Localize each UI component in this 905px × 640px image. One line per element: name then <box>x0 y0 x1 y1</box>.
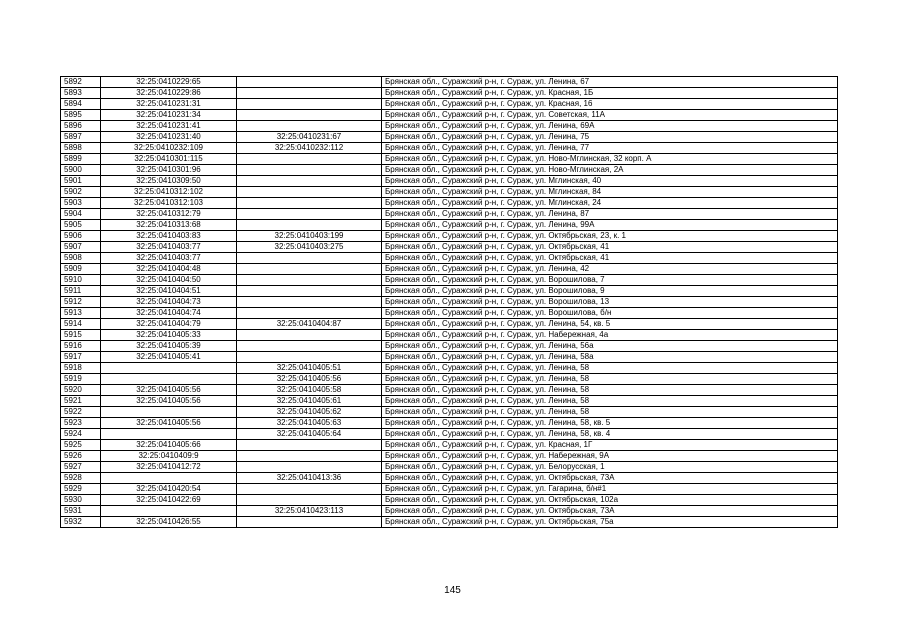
row-number-cell: 5921 <box>61 396 101 407</box>
cadastral-number-cell <box>101 363 237 374</box>
address-cell: Брянская обл., Суражский р-н, г. Сураж, ул. Советская, 11А <box>382 110 838 121</box>
table-row <box>61 110 838 121</box>
row-number-cell: 5915 <box>61 330 101 341</box>
table-row <box>61 286 838 297</box>
cadastral-number-2-cell <box>237 77 382 88</box>
table-row <box>61 484 838 495</box>
cadastral-number-2-cell <box>237 88 382 99</box>
cadastral-number-cell: 32:25:0410312:103 <box>101 198 237 209</box>
table-row <box>61 440 838 451</box>
cadastral-number-cell: 32:25:0410405:56 <box>101 418 237 429</box>
cadastral-number-cell: 32:25:0410405:56 <box>101 385 237 396</box>
row-number-cell: 5904 <box>61 209 101 220</box>
address-cell: Брянская обл., Суражский р-н, г. Сураж, ул. Ново-Мглинская, 2А <box>382 165 838 176</box>
cadastral-number-2-cell <box>237 495 382 506</box>
address-cell: Брянская обл., Суражский р-н, г. Сураж, ул. Ленина, 58 <box>382 363 838 374</box>
cadastral-number-cell: 32:25:0410229:86 <box>101 88 237 99</box>
cadastral-number-2-cell <box>237 220 382 231</box>
address-cell: Брянская обл., Суражский р-н, г. Сураж, ул. Красная, 16 <box>382 99 838 110</box>
cadastral-number-2-cell <box>237 308 382 319</box>
address-cell: Брянская обл., Суражский р-н, г. Сураж, ул. Красная, 1Б <box>382 88 838 99</box>
row-number-cell: 5930 <box>61 495 101 506</box>
address-cell: Брянская обл., Суражский р-н, г. Сураж, ул. Ленина, 58, кв. 5 <box>382 418 838 429</box>
table-row <box>61 451 838 462</box>
cadastral-number-cell: 32:25:0410301:115 <box>101 154 237 165</box>
cadastral-number-2-cell <box>237 253 382 264</box>
row-number-cell: 5902 <box>61 187 101 198</box>
row-number-cell: 5928 <box>61 473 101 484</box>
row-number-cell: 5924 <box>61 429 101 440</box>
address-cell: Брянская обл., Суражский р-н, г. Сураж, ул. Ленина, 77 <box>382 143 838 154</box>
address-cell: Брянская обл., Суражский р-н, г. Сураж, ул. Мглинская, 24 <box>382 198 838 209</box>
cadastral-number-cell: 32:25:0410313:68 <box>101 220 237 231</box>
address-cell: Брянская обл., Суражский р-н, г. Сураж, ул. Ленина, 87 <box>382 209 838 220</box>
address-cell: Брянская обл., Суражский р-н, г. Сураж, ул. Ленина, 58 <box>382 374 838 385</box>
row-number-cell: 5894 <box>61 99 101 110</box>
cadastral-number-2-cell: 32:25:0410232:112 <box>237 143 382 154</box>
cadastral-number-cell: 32:25:0410405:66 <box>101 440 237 451</box>
cadastral-number-2-cell: 32:25:0410405:58 <box>237 385 382 396</box>
cadastral-number-cell: 32:25:0410229:65 <box>101 77 237 88</box>
cadastral-number-2-cell <box>237 110 382 121</box>
address-cell: Брянская обл., Суражский р-н, г. Сураж, ул. Октябрьская, 23, к. 1 <box>382 231 838 242</box>
address-cell: Брянская обл., Суражский р-н, г. Сураж, ул. Ворошилова, 9 <box>382 286 838 297</box>
cadastral-number-2-cell <box>237 165 382 176</box>
row-number-cell: 5896 <box>61 121 101 132</box>
address-cell: Брянская обл., Суражский р-н, г. Сураж, ул. Ворошилова, б/н <box>382 308 838 319</box>
row-number-cell: 5892 <box>61 77 101 88</box>
cadastral-number-cell: 32:25:0410404:79 <box>101 319 237 330</box>
cadastral-number-2-cell: 32:25:0410231:67 <box>237 132 382 143</box>
row-number-cell: 5893 <box>61 88 101 99</box>
row-number-cell: 5910 <box>61 275 101 286</box>
cadastral-number-cell: 32:25:0410405:56 <box>101 396 237 407</box>
row-number-cell: 5898 <box>61 143 101 154</box>
cadastral-number-2-cell <box>237 187 382 198</box>
address-cell: Брянская обл., Суражский р-н, г. Сураж, ул. Ворошилова, 13 <box>382 297 838 308</box>
cadastral-number-cell <box>101 429 237 440</box>
table-row <box>61 330 838 341</box>
address-cell: Брянская обл., Суражский р-н, г. Сураж, ул. Ленина, 42 <box>382 264 838 275</box>
cadastral-number-2-cell <box>237 297 382 308</box>
row-number-cell: 5914 <box>61 319 101 330</box>
cadastral-number-2-cell <box>237 440 382 451</box>
address-cell: Брянская обл., Суражский р-н, г. Сураж, ул. Октябрьская, 41 <box>382 242 838 253</box>
cadastral-number-2-cell: 32:25:0410404:87 <box>237 319 382 330</box>
row-number-cell: 5901 <box>61 176 101 187</box>
table-row <box>61 473 838 484</box>
table-row <box>61 121 838 132</box>
table-row <box>61 341 838 352</box>
cadastral-number-2-cell <box>237 451 382 462</box>
cadastral-number-2-cell <box>237 484 382 495</box>
table-row <box>61 264 838 275</box>
cadastral-number-cell: 32:25:0410405:41 <box>101 352 237 363</box>
table-row <box>61 429 838 440</box>
cadastral-number-2-cell <box>237 198 382 209</box>
table-row <box>61 187 838 198</box>
cadastral-number-2-cell: 32:25:0410405:63 <box>237 418 382 429</box>
address-cell: Брянская обл., Суражский р-н, г. Сураж, ул. Ленина, 69А <box>382 121 838 132</box>
address-cell: Брянская обл., Суражский р-н, г. Сураж, ул. Ленина, 58, кв. 4 <box>382 429 838 440</box>
cadastral-number-cell <box>101 506 237 517</box>
row-number-cell: 5932 <box>61 517 101 528</box>
table-row <box>61 506 838 517</box>
cadastral-number-2-cell <box>237 264 382 275</box>
row-number-cell: 5911 <box>61 286 101 297</box>
table-row <box>61 363 838 374</box>
cadastral-number-2-cell: 32:25:0410405:56 <box>237 374 382 385</box>
row-number-cell: 5909 <box>61 264 101 275</box>
cadastral-number-2-cell: 32:25:0410423:113 <box>237 506 382 517</box>
property-registry-table <box>60 76 838 528</box>
row-number-cell: 5916 <box>61 341 101 352</box>
cadastral-number-cell: 32:25:0410404:74 <box>101 308 237 319</box>
address-cell: Брянская обл., Суражский р-н, г. Сураж, ул. Красная, 1Г <box>382 440 838 451</box>
table-row <box>61 165 838 176</box>
row-number-cell: 5929 <box>61 484 101 495</box>
cadastral-number-2-cell <box>237 99 382 110</box>
address-cell: Брянская обл., Суражский р-н, г. Сураж, ул. Ново-Мглинская, 32 корп. А <box>382 154 838 165</box>
table-row <box>61 154 838 165</box>
cadastral-number-2-cell: 32:25:0410413:36 <box>237 473 382 484</box>
row-number-cell: 5925 <box>61 440 101 451</box>
cadastral-number-cell: 32:25:0410426:55 <box>101 517 237 528</box>
cadastral-number-cell: 32:25:0410412:72 <box>101 462 237 473</box>
cadastral-number-cell: 32:25:0410420:54 <box>101 484 237 495</box>
cadastral-number-cell: 32:25:0410301:96 <box>101 165 237 176</box>
address-cell: Брянская обл., Суражский р-н, г. Сураж, ул. Ленина, 99А <box>382 220 838 231</box>
cadastral-number-2-cell: 32:25:0410403:199 <box>237 231 382 242</box>
cadastral-number-cell: 32:25:0410403:77 <box>101 253 237 264</box>
table-row <box>61 143 838 154</box>
row-number-cell: 5922 <box>61 407 101 418</box>
cadastral-number-2-cell: 32:25:0410405:62 <box>237 407 382 418</box>
cadastral-number-cell: 32:25:0410231:40 <box>101 132 237 143</box>
address-cell: Брянская обл., Суражский р-н, г. Сураж, ул. Ленина, 58 <box>382 407 838 418</box>
cadastral-number-cell: 32:25:0410404:73 <box>101 297 237 308</box>
cadastral-number-2-cell <box>237 462 382 473</box>
cadastral-number-2-cell <box>237 330 382 341</box>
cadastral-number-cell: 32:25:0410312:79 <box>101 209 237 220</box>
address-cell: Брянская обл., Суражский р-н, г. Сураж, ул. Ворошилова, 7 <box>382 275 838 286</box>
table-row <box>61 407 838 418</box>
cadastral-number-cell <box>101 473 237 484</box>
table-row <box>61 297 838 308</box>
row-number-cell: 5912 <box>61 297 101 308</box>
cadastral-number-cell: 32:25:0410403:83 <box>101 231 237 242</box>
address-cell: Брянская обл., Суражский р-н, г. Сураж, ул. Ленина, 58а <box>382 352 838 363</box>
address-cell: Брянская обл., Суражский р-н, г. Сураж, ул. Октябрьская, 75а <box>382 517 838 528</box>
table-row <box>61 99 838 110</box>
cadastral-number-2-cell <box>237 121 382 132</box>
address-cell: Брянская обл., Суражский р-н, г. Сураж, ул. Ленина, 56а <box>382 341 838 352</box>
table-row <box>61 253 838 264</box>
row-number-cell: 5903 <box>61 198 101 209</box>
cadastral-number-cell: 32:25:0410231:31 <box>101 99 237 110</box>
table-row <box>61 418 838 429</box>
row-number-cell: 5908 <box>61 253 101 264</box>
address-cell: Брянская обл., Суражский р-н, г. Сураж, ул. Ленина, 75 <box>382 132 838 143</box>
cadastral-number-cell: 32:25:0410231:34 <box>101 110 237 121</box>
row-number-cell: 5926 <box>61 451 101 462</box>
cadastral-number-cell: 32:25:0410404:51 <box>101 286 237 297</box>
cadastral-number-cell: 32:25:0410232:109 <box>101 143 237 154</box>
address-cell: Брянская обл., Суражский р-н, г. Сураж, ул. Ленина, 54, кв. 5 <box>382 319 838 330</box>
table-row <box>61 385 838 396</box>
address-cell: Брянская обл., Суражский р-н, г. Сураж, ул. Октябрьская, 102а <box>382 495 838 506</box>
address-cell: Брянская обл., Суражский р-н, г. Сураж, ул. Гагарина, б/н#1 <box>382 484 838 495</box>
cadastral-number-cell: 32:25:0410309:50 <box>101 176 237 187</box>
cadastral-number-2-cell <box>237 275 382 286</box>
cadastral-number-cell: 32:25:0410404:50 <box>101 275 237 286</box>
registry-table-body <box>61 77 838 528</box>
cadastral-number-2-cell <box>237 154 382 165</box>
address-cell: Брянская обл., Суражский р-н, г. Сураж, ул. Ленина, 67 <box>382 77 838 88</box>
table-row <box>61 88 838 99</box>
row-number-cell: 5923 <box>61 418 101 429</box>
address-cell: Брянская обл., Суражский р-н, г. Сураж, ул. Белорусская, 1 <box>382 462 838 473</box>
cadastral-number-2-cell: 32:25:0410403:275 <box>237 242 382 253</box>
table-row <box>61 319 838 330</box>
cadastral-number-2-cell <box>237 286 382 297</box>
cadastral-number-cell: 32:25:0410231:41 <box>101 121 237 132</box>
cadastral-number-cell: 32:25:0410403:77 <box>101 242 237 253</box>
cadastral-number-cell <box>101 407 237 418</box>
address-cell: Брянская обл., Суражский р-н, г. Сураж, ул. Октябрьская, 73А <box>382 473 838 484</box>
cadastral-number-cell <box>101 374 237 385</box>
cadastral-number-cell: 32:25:0410422:69 <box>101 495 237 506</box>
table-row <box>61 176 838 187</box>
cadastral-number-2-cell: 32:25:0410405:64 <box>237 429 382 440</box>
table-row <box>61 495 838 506</box>
table-row <box>61 209 838 220</box>
row-number-cell: 5906 <box>61 231 101 242</box>
row-number-cell: 5907 <box>61 242 101 253</box>
address-cell: Брянская обл., Суражский р-н, г. Сураж, ул. Набережная, 4а <box>382 330 838 341</box>
address-cell: Брянская обл., Суражский р-н, г. Сураж, ул. Набережная, 9А <box>382 451 838 462</box>
row-number-cell: 5895 <box>61 110 101 121</box>
cadastral-number-cell: 32:25:0410405:39 <box>101 341 237 352</box>
row-number-cell: 5905 <box>61 220 101 231</box>
table-row <box>61 308 838 319</box>
table-row <box>61 275 838 286</box>
row-number-cell: 5899 <box>61 154 101 165</box>
table-row <box>61 517 838 528</box>
cadastral-number-cell: 32:25:0410409:9 <box>101 451 237 462</box>
address-cell: Брянская обл., Суражский р-н, г. Сураж, ул. Ленина, 58 <box>382 396 838 407</box>
table-row <box>61 352 838 363</box>
row-number-cell: 5919 <box>61 374 101 385</box>
row-number-cell: 5931 <box>61 506 101 517</box>
table-row <box>61 132 838 143</box>
table-row <box>61 374 838 385</box>
table-row <box>61 242 838 253</box>
table-row <box>61 198 838 209</box>
cadastral-number-cell: 32:25:0410405:33 <box>101 330 237 341</box>
row-number-cell: 5927 <box>61 462 101 473</box>
cadastral-number-cell: 32:25:0410312:102 <box>101 187 237 198</box>
row-number-cell: 5897 <box>61 132 101 143</box>
row-number-cell: 5920 <box>61 385 101 396</box>
table-row <box>61 396 838 407</box>
table-row <box>61 231 838 242</box>
address-cell: Брянская обл., Суражский р-н, г. Сураж, ул. Октябрьская, 73А <box>382 506 838 517</box>
table-row <box>61 77 838 88</box>
row-number-cell: 5917 <box>61 352 101 363</box>
row-number-cell: 5900 <box>61 165 101 176</box>
table-row <box>61 462 838 473</box>
page-number: 145 <box>444 585 461 596</box>
row-number-cell: 5918 <box>61 363 101 374</box>
cadastral-number-2-cell <box>237 209 382 220</box>
cadastral-number-2-cell <box>237 352 382 363</box>
address-cell: Брянская обл., Суражский р-н, г. Сураж, ул. Октябрьская, 41 <box>382 253 838 264</box>
address-cell: Брянская обл., Суражский р-н, г. Сураж, ул. Ленина, 58 <box>382 385 838 396</box>
cadastral-number-2-cell <box>237 517 382 528</box>
cadastral-number-2-cell: 32:25:0410405:51 <box>237 363 382 374</box>
table-row <box>61 220 838 231</box>
address-cell: Брянская обл., Суражский р-н, г. Сураж, ул. Мглинская, 40 <box>382 176 838 187</box>
cadastral-number-cell: 32:25:0410404:48 <box>101 264 237 275</box>
cadastral-number-2-cell <box>237 176 382 187</box>
row-number-cell: 5913 <box>61 308 101 319</box>
cadastral-number-2-cell: 32:25:0410405:61 <box>237 396 382 407</box>
address-cell: Брянская обл., Суражский р-н, г. Сураж, ул. Мглинская, 84 <box>382 187 838 198</box>
cadastral-number-2-cell <box>237 341 382 352</box>
